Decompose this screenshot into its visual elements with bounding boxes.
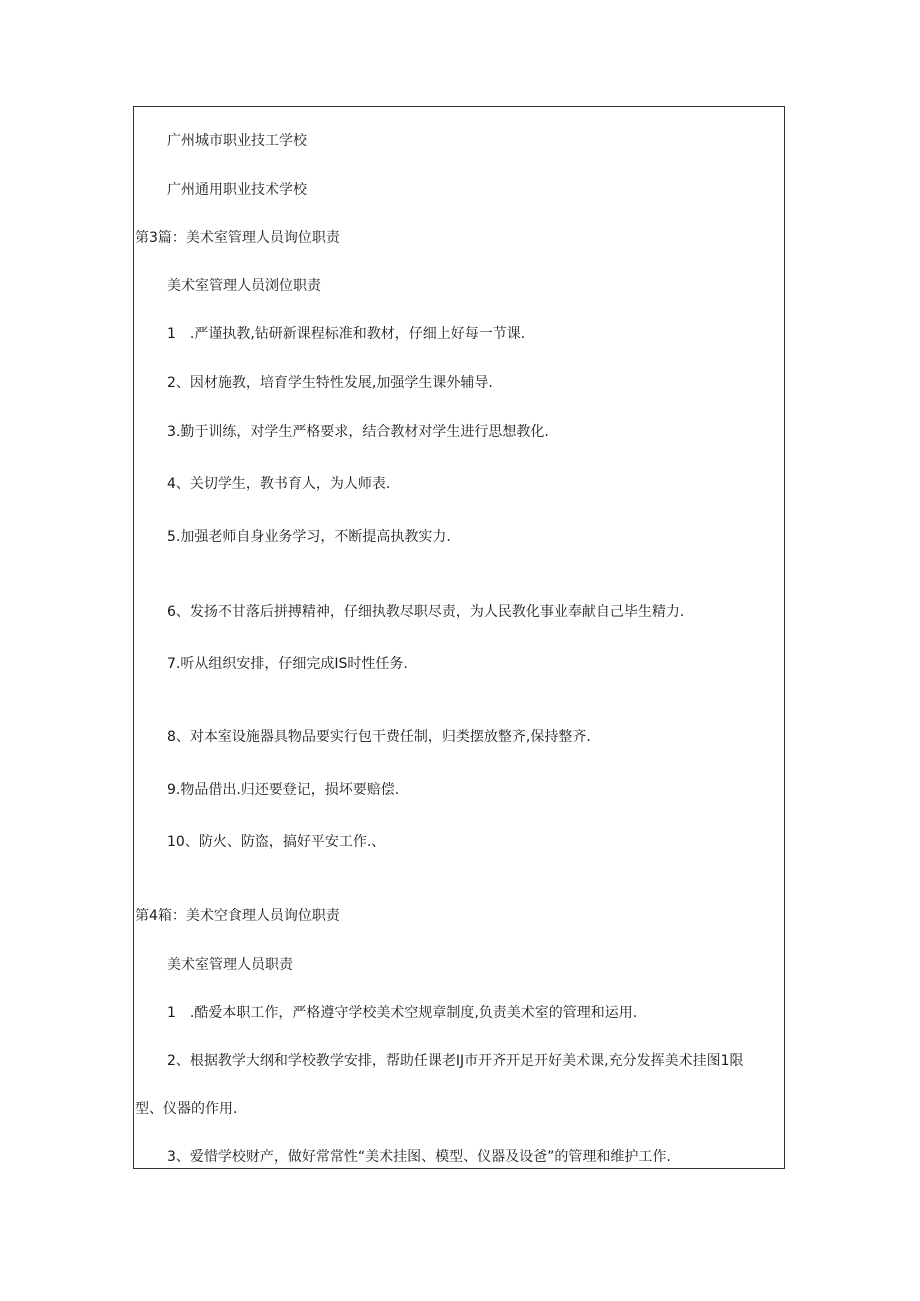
school-name-line: 广州通用职业技术学校 [167,182,307,198]
duty-item: 5.加强老师自身业务学习，不断提高执教实力. [167,529,451,545]
duty-item: 3、爱惜学校财产，做好常常性“美术挂图、模型、仪器及设爸”的管理和维护工作. [167,1149,671,1165]
duty-item: 10、防火、防盗，搞好平安工作.、 [167,834,386,850]
duty-item: 2、因材施教，培育学生特性发展,加强学生课外辅导. [167,375,493,391]
duty-item: 8、对本室设施器具物品要实行包干费任制，归类摆放整齐,保持整齐. [167,729,591,745]
duty-item: 1 .严谨执教,钻研新课程标准和教材，仔细上好每一节课. [167,326,526,342]
duty-item: 7.听从组织安排，仔细完成IS时性任务. [167,656,408,672]
duty-item: 9.物品借出.归还要登记，损坏要赔偿. [167,782,400,798]
section-heading: 第4箱：美术空食理人员询位职责 [135,908,340,924]
duty-item-continuation: 型、仪器的作用. [135,1101,238,1117]
section-heading: 第3篇：美术室管理人员询位职责 [135,230,340,246]
duty-item: 1 .酷爱本职工作，严格遵守学校美术空规章制度,负责美术室的管理和运用. [167,1005,638,1021]
section-subheading: 美术室管理人员浏位职责 [167,278,321,294]
duty-item: 2、根据教学大纲和学校教学安排，帮助任课老IJ市开齐开足开好美术课,充分发挥美术挂图1限 [167,1053,744,1069]
duty-item: 3.勤于训练，对学生严格要求，结合教材对学生进行思想教化. [167,424,549,440]
section-subheading: 美术室管理人员职责 [167,957,293,973]
duty-item: 6、发扬不甘落后拼搏精神，仔细执教尽职尽责，为人民教化事业奉献自己毕生精力. [167,604,685,620]
duty-item: 4、关切学生，教书育人，为人师表. [167,476,391,492]
school-name-line: 广州城市职业技工学校 [167,133,307,149]
